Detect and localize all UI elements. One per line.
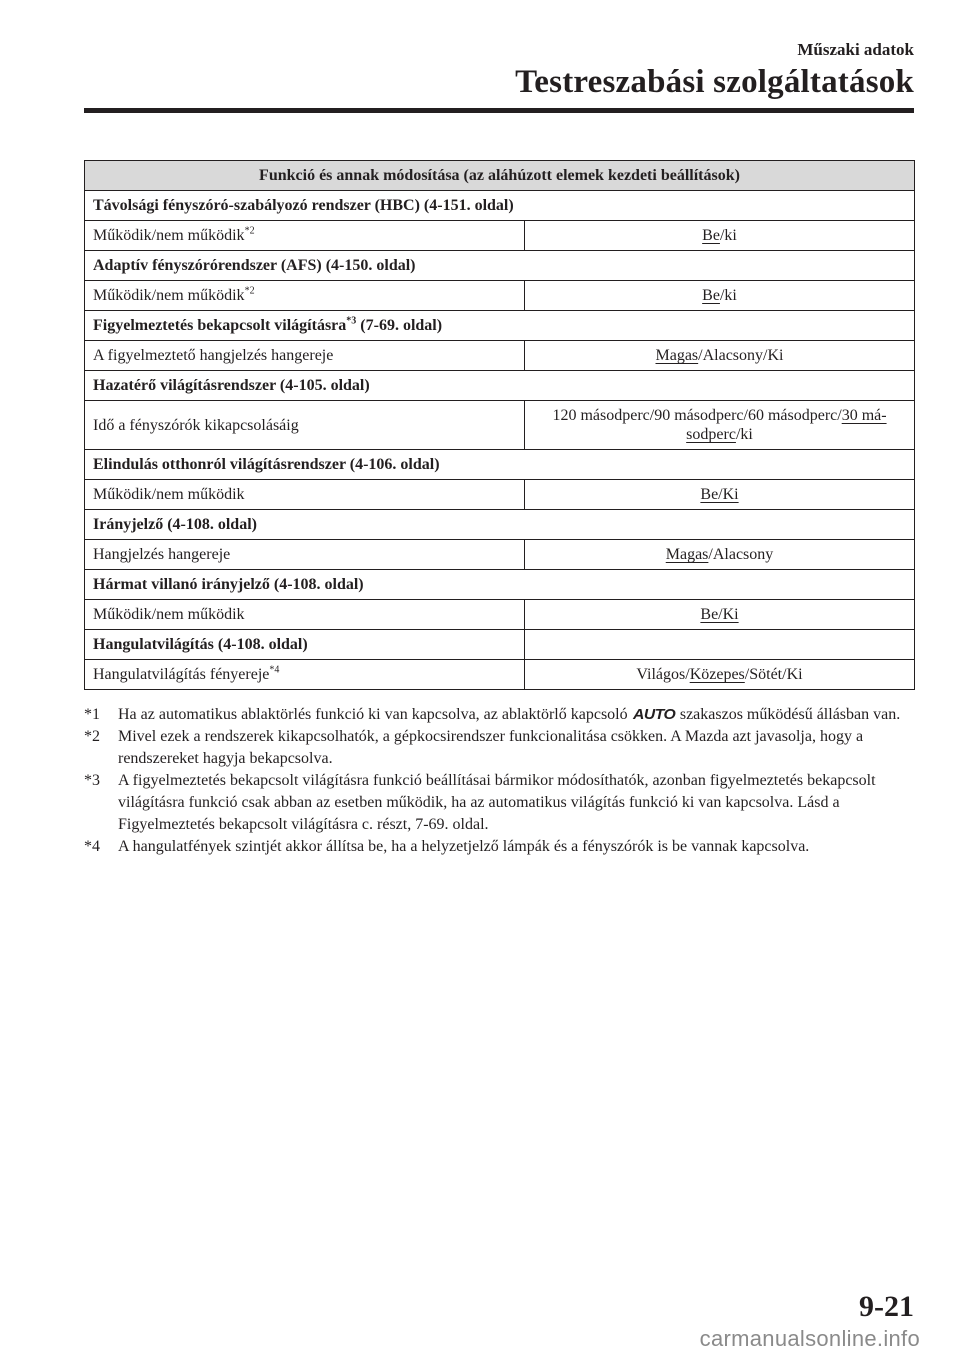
footnote: *4 A hangulatfények szintjét akkor állítsa be, ha a helyzetjelző lámpák és a fényszórók is be vannak kapcsolva. xyxy=(84,836,915,858)
table-row xyxy=(85,281,915,311)
item-value: Magas/Alacsony/Ki xyxy=(525,341,915,371)
footnote-marker: *2 xyxy=(84,728,100,745)
table-row xyxy=(85,540,915,570)
group-title: Hangulatvilágítás (4-108. oldal) xyxy=(85,630,525,660)
footnote-marker: *4 xyxy=(84,838,100,855)
item-label: Működik/nem működik xyxy=(85,480,525,510)
item-value: Be/ki xyxy=(525,221,915,251)
footnote-mark: *3 xyxy=(346,315,357,327)
table-group-row xyxy=(85,570,915,600)
page-header xyxy=(515,40,914,102)
table-row xyxy=(85,480,915,510)
empty-cell xyxy=(525,630,915,660)
item-label: Hangulatvilágítás fényereje$^{*4}$ xyxy=(85,660,525,690)
footnote: *1 Ha az automatikus ablaktörlés funkció ki van kapcsolva, az ablaktörlő kapcsoló AUTO szakaszos működésű állásban van. xyxy=(84,704,915,726)
item-label: Hangjelzés hangereje xyxy=(85,540,525,570)
footnote-mark: *2 xyxy=(244,285,255,297)
group-title: Távolsági fényszóró-szabályozó rendszer (HBC) (4-151. oldal) xyxy=(85,191,915,221)
footnote-mark: *2 xyxy=(244,225,255,237)
auto-switch-icon: AUTO xyxy=(632,706,675,723)
group-title: Figyelmeztetés bekapcsolt világításra$^{*3}$ (7-69. oldal) xyxy=(85,311,915,341)
item-value: Világos/Közepes/Sötét/Ki xyxy=(525,660,915,690)
table-row xyxy=(85,600,915,630)
settings-table xyxy=(84,160,915,690)
table-group-row xyxy=(85,191,915,221)
table-heading: Funkció és annak módosítása (az aláhúzott elemek kezdeti beállítások) xyxy=(85,161,915,191)
footnote-marker: *1 xyxy=(84,706,100,723)
footnote-marker: *3 xyxy=(84,772,100,789)
item-value: Be/Ki xyxy=(525,600,915,630)
item-value: Be/Ki xyxy=(525,480,915,510)
item-label: Működik/nem működik$^{*2}$ xyxy=(85,221,525,251)
table-row xyxy=(85,221,915,251)
table-group-row xyxy=(85,311,915,341)
header-rule xyxy=(84,108,914,113)
table-group-row xyxy=(85,251,915,281)
table-row xyxy=(85,401,915,450)
item-label: Működik/nem működik$^{*2}$ xyxy=(85,281,525,311)
group-title: Hármat villanó irányjelző (4-108. oldal) xyxy=(85,570,915,600)
page-title: Testreszabási szolgáltatások xyxy=(515,64,914,100)
item-value: Be/ki xyxy=(525,281,915,311)
table-group-row xyxy=(85,630,915,660)
footnote-mark: *4 xyxy=(269,664,280,676)
page-number: 9-21 xyxy=(859,1290,914,1323)
group-title: Elindulás otthonról világításrendszer (4-106. oldal) xyxy=(85,450,915,480)
table-group-row xyxy=(85,450,915,480)
table-group-row xyxy=(85,510,915,540)
section-title: Műszaki adatok xyxy=(797,40,914,59)
watermark: carmanualsonline.info xyxy=(699,1326,920,1351)
item-label: Idő a fényszórók kikapcsolásáig xyxy=(85,401,525,450)
item-label: A figyelmeztető hangjelzés hangereje xyxy=(85,341,525,371)
footnote: *2 Mivel ezek a rendszerek kikapcsolhatók, a gépkocsirendszer funkcionalitása csökken. A Mazda azt javasolja, hogy a rendszereket hagyja bekapcsolva. xyxy=(84,726,915,770)
group-title: Irányjelző (4-108. oldal) xyxy=(85,510,915,540)
table-row xyxy=(85,341,915,371)
item-value: Magas/Alacsony xyxy=(525,540,915,570)
footnotes xyxy=(84,704,915,858)
item-value: 120 másodperc/90 másodperc/60 másodperc/30 má- sodperc/ki xyxy=(525,401,915,450)
table-group-row xyxy=(85,371,915,401)
group-title: Adaptív fényszórórendszer (AFS) (4-150. oldal) xyxy=(85,251,915,281)
table-row xyxy=(85,660,915,690)
group-title: Hazatérő világításrendszer (4-105. oldal) xyxy=(85,371,915,401)
footnote: *3 A figyelmeztetés bekapcsolt világításra funkció beállításai bármikor módosíthatók, azonban figyelmeztetés bekapcsolt világításra funkció csak abban az esetben működik, ha az automatikus világítás funkció ki van kapcsolva. Lásd a Figyelmeztetés bekapcsolt világításra c. részt, 7-69. oldal. xyxy=(84,770,915,836)
item-label: Működik/nem működik xyxy=(85,600,525,630)
